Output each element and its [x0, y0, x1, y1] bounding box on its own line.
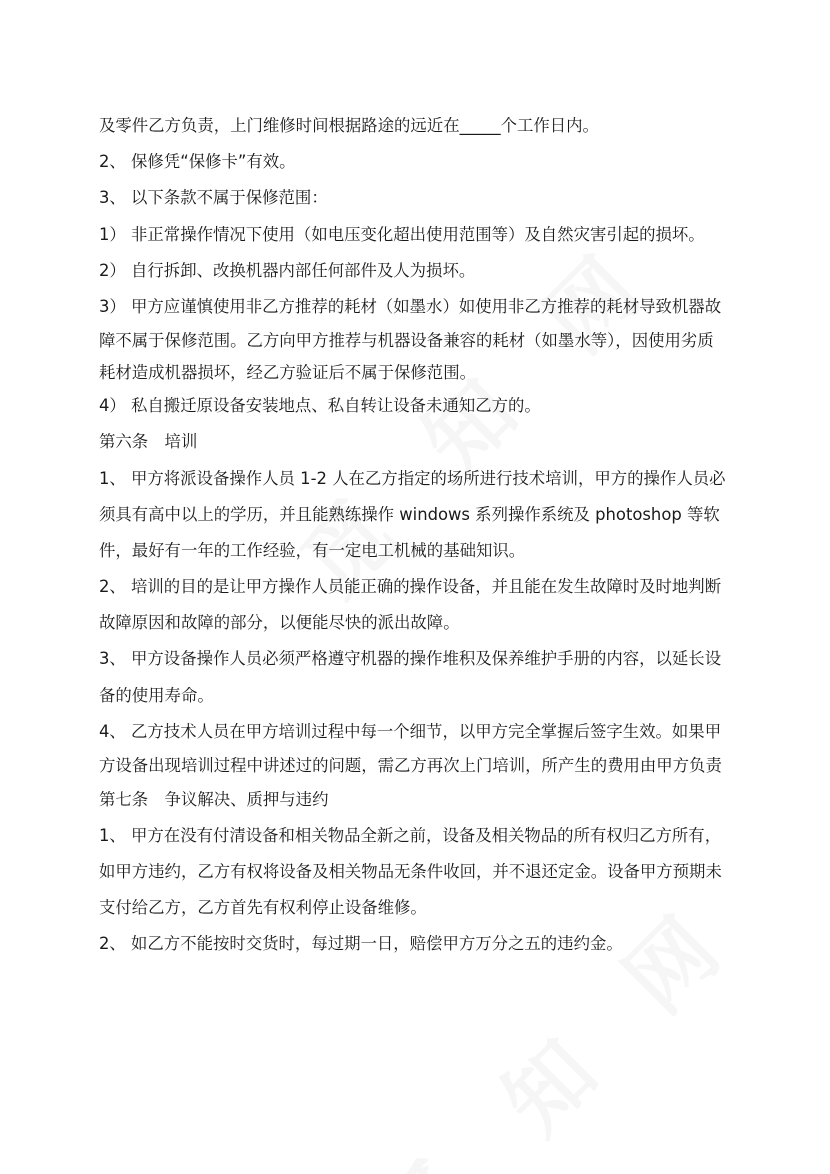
paragraph-line: 如甲方违约，乙方有权将设备及相关物品无条件收回，并不退还定金。设备甲方预期未 — [99, 861, 722, 881]
paragraph-line: 4） 私自搬迁原设备安装地点、私自转让设备未通知乙方的。 — [99, 396, 541, 416]
paragraph-line: 1、 甲方在没有付清设备和相关物品全新之前，设备及相关物品的所有权归乙方所有， — [99, 825, 722, 845]
paragraph-line: 2、 如乙方不能按时交货时，每过期一日，赔偿甲方万分之五的违约金。 — [99, 934, 623, 954]
paragraph-line: 1、 甲方将派设备操作人员 1-2 人在乙方指定的场所进行技术培训，甲方的操作人员必 — [99, 468, 726, 488]
paragraph-line: 3） 甲方应谨慎使用非乙方推荐的耗材（如墨水）如使用非乙方推荐的耗材导致机器故 — [99, 296, 722, 316]
paragraph-line: 3、 甲方设备操作人员必须严格遵守机器的操作堆积及保养维护手册的内容，以延长设 — [99, 649, 722, 669]
paragraph-line: 及零件乙方负责，上门维修时间根据路途的远近在_____个工作日内。 — [99, 116, 599, 135]
section-heading: 第七条 争议解决、质押与违约 — [99, 789, 329, 809]
paragraph-line: 须具有高中以上的学历，并且能熟练操作 windows 系列操作系统及 photoshop 等软 — [99, 504, 720, 524]
paragraph-line: 1） 非正常操作情况下使用（如电压变化超出使用范围等）及自然灾害引起的损坏。 — [99, 224, 705, 244]
paragraph-line: 故障原因和故障的部分，以便能尽快的派出故障。 — [99, 613, 460, 633]
paragraph-line: 2） 自行拆卸、改换机器内部任何部件及人为损坏。 — [99, 260, 476, 280]
paragraph-line: 备的使用寿命。 — [99, 685, 214, 705]
paragraph-line: 2、 保修凭“保修卡”有效。 — [99, 152, 296, 172]
document-body — [99, 108, 739, 962]
paragraph-line: 耗材造成机器损坏，经乙方验证后不属于保修范围。 — [99, 362, 476, 382]
paragraph-line: 方设备出现培训过程中讲述过的问题，需乙方再次上门培训，所产生的费用由甲方负责 — [99, 756, 722, 775]
section-heading: 第六条 培训 — [99, 432, 198, 452]
paragraph-line: 2、 培训的目的是让甲方操作人员能正确的操作设备，并且能在发生故障时及时地判断 — [99, 577, 722, 597]
paragraph-line: 3、 以下条款不属于保修范围： — [99, 188, 328, 208]
paragraph-line: 件，最好有一年的工作经验，有一定电工机械的基础知识。 — [99, 540, 526, 560]
paragraph-line: 障不属于保修范围。乙方向甲方推荐与机器设备兼容的耗材（如墨水等），因使用劣质 — [99, 331, 714, 351]
paragraph-line: 4、 乙方技术人员在甲方培训过程中每一个细节，以甲方完全掌握后签字生效。如果甲 — [99, 721, 722, 741]
paragraph-line: 支付给乙方，乙方首先有权利停止设备维修。 — [99, 898, 427, 918]
